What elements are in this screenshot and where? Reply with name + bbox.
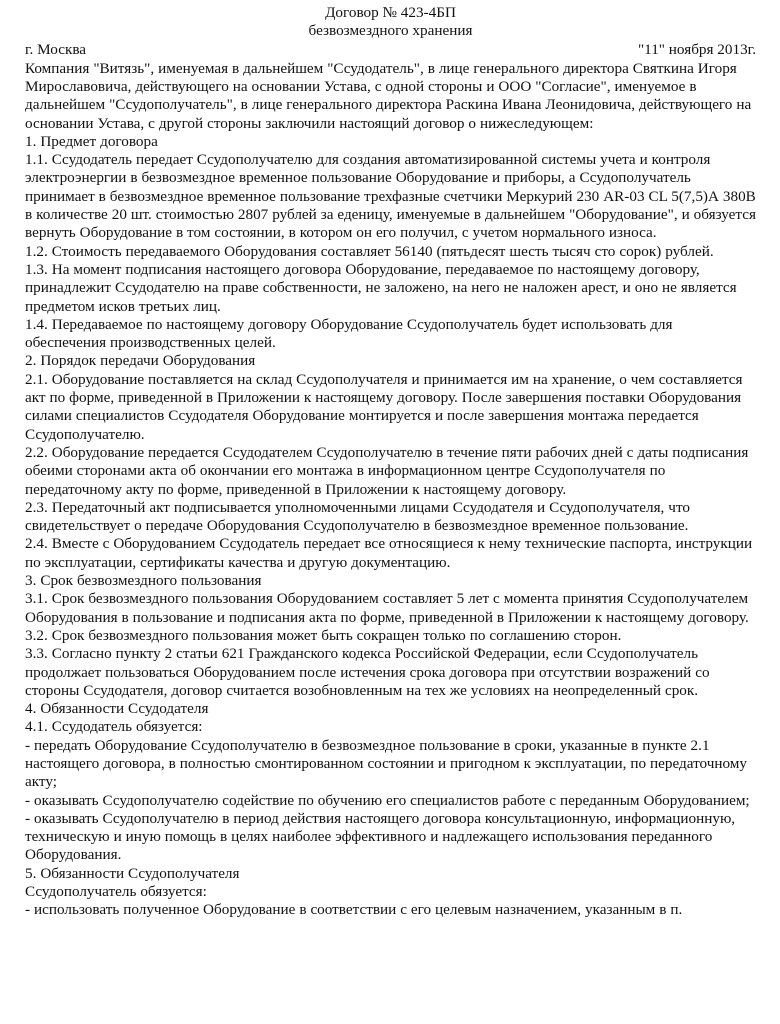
clause-1-2: 1.2. Стоимость передаваемого Оборудования составляет 56140 (пятьдесят шесть тысяч сто сорок) рублей. xyxy=(25,242,714,260)
clause-2-3: 2.3. Передаточный акт подписывается уполномоченными лицами Ссудодателя и Ссудополучателя, что свидетельствует о передаче Оборудования Ссудополучателю в безвозмездное временное пользование. xyxy=(25,498,690,535)
document-meta-row xyxy=(25,41,756,59)
document-title-line-1: Договор № 423-4БП xyxy=(325,4,456,21)
clause-3-3: 3.3. Согласно пункту 2 статьи 621 Гражданского кодекса Российской Федерации, если Ссудополучатель продолжает пользоваться Оборудованием после истечения срока договора при отсутствии возражений со стороны Ссудодателя, договор считается возобновленным на тех же условиях на неопределенный срок. xyxy=(25,645,710,699)
clause-3-1: 3.1. Срок безвозмездного пользования Оборудованием составляет 5 лет с момента принятия Ссудополучателем Оборудования в пользование и подписания акта по форме, приведенной в Приложении к настоящему договору. xyxy=(25,590,749,626)
section-heading-3: 3. Срок безвозмездного пользования xyxy=(25,572,262,590)
section-heading-4: 4. Обязанности Ссудодателя xyxy=(25,700,209,718)
clause-2-4: 2.4. Вместе с Оборудованием Ссудодатель передает все относящиеся к нему технические паспорта, инструкции по эксплуатации, сертификаты качества и другую документацию. xyxy=(25,535,753,571)
clause-1-3: 1.3. На момент подписания настоящего договора Оборудование, передаваемое по настоящему договору, принадлежит Ссудодателю на праве собственности, не заложено, на него не наложен арест, и оно не является предметом исков третьих лиц. xyxy=(25,260,737,315)
document-date: "11" ноября 2013г. xyxy=(637,41,756,59)
clause-2-1: 2.1. Оборудование поставляется на склад Ссудополучателя и принимается им на хранение, о чем составляется акт по форме, приведенной в Приложении к настоящему договору. После завершения поставки Оборудования силами специалистов Ссудодателя Оборудование монтируется и после завершения монтажа передается Ссудополучателю. xyxy=(25,370,743,443)
document-preamble: Компания "Витязь", именуемая в дальнейшем "Ссудодатель", в лице генерального директора Святкина Игоря Мирославовича, действующего на основании Устава, с одной стороны и ООО "Согласие", именуемое в дальнейшем "Ссудополучатель", в лице генерального директора Раскина Ивана Леонидовича, действующего на основании Устава, с другой стороны заключили настоящий договор о нижеследующем: xyxy=(25,59,752,132)
document-title-line-2: безвозмездного хранения xyxy=(308,22,473,40)
clause-4-1: 4.1. Ссудодатель обязуется: xyxy=(25,718,203,736)
section-heading-1: 1. Предмет договора xyxy=(25,132,158,150)
clause-2-2: 2.2. Оборудование передается Ссудодателем Ссудополучателю в течение пяти рабочих дней с даты подписания обеими сторонами акта об окончании его монтажа в информационном центре Ссудополучателя по передаточному акту по форме, приведенной в Приложении к настоящему договору. xyxy=(25,443,749,498)
document-city: г. Москва xyxy=(25,41,87,59)
clause-4-1-item-1: - передать Оборудование Ссудополучателю в безвозмездное пользование в сроки, указанные в пункте 2.1 настоящего договора, в полностью смонтированном состоянии и пригодном к эксплуатации, по передаточному акту; xyxy=(25,736,747,791)
clause-3-2: 3.2. Срок безвозмездного пользования может быть сокращен только по соглашению сторон. xyxy=(25,626,622,644)
section-heading-5: 5. Обязанности Ссудополучателя xyxy=(25,864,240,882)
clause-4-1-item-3: - оказывать Ссудополучателю в период действия настоящего договора консультационную, информационную, техническую и иную помощь в целях наиболее эффективного и надлежащего использования переданного Оборудования. xyxy=(25,809,736,864)
clause-1-1: 1.1. Ссудодатель передает Ссудополучателю для создания автоматизированной системы учета и контроля электроэнергии в безвозмездное временное пользование Оборудование и приборы, а Ссудополучатель принимает в безвозмездное временное пользование трехфазные счетчики Меркурий 230 AR-03 CL 5(7,5)А 380В в количестве 20 шт. стоимостью 2807 рублей за еденицу, именуемые в дальнейшем "Оборудование", и обязуется вернуть Оборудование в том состоянии, в котором он его получил, с учетом нормального износа. xyxy=(25,151,756,242)
clause-1-4: 1.4. Передаваемое по настоящему договору Оборудование Ссудополучатель будет использовать для обеспечения производственных целей. xyxy=(25,315,673,352)
clause-5-item-1: - использовать полученное Оборудование в соответствии с его целевым назначением, указанным в п. xyxy=(25,901,683,919)
section-heading-2: 2. Порядок передачи Оборудования xyxy=(25,352,256,370)
clause-4-1-item-2: - оказывать Ссудополучателю содействие по обучению его специалистов работе с переданным Оборудованием; xyxy=(25,791,750,809)
document-title xyxy=(25,4,756,40)
clause-5-intro: Ссудополучатель обязуется: xyxy=(25,883,207,901)
